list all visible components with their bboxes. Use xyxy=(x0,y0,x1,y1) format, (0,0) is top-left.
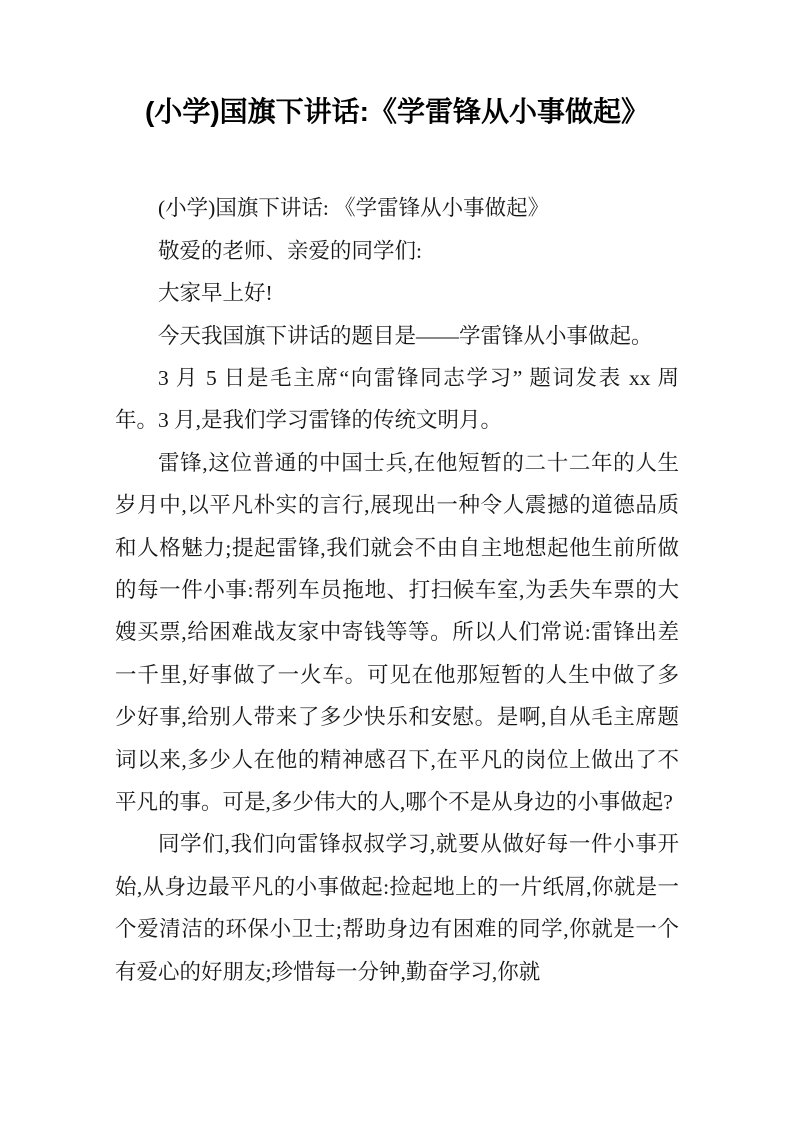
paragraph-title-line: (小学)国旗下讲话:​ 《学雷锋从小事做起》 xyxy=(158,196,550,221)
paragraph-call-to-action: 同学们,我们向雷锋叔叔学习,就要从做好每一件小事开始,从身边最平凡的小事做起:捡起地上的一片纸屑,你就是一个爱清洁的环保小卫士;帮助身边有困难的同学,你就是一个有爱心的好朋友;珍惜每一分钟,勤奋学习,你就 xyxy=(115,832,679,984)
document-body xyxy=(115,187,679,993)
paragraph-greeting: 大家早上好! xyxy=(158,281,273,306)
paragraph-salutation: 敬爱的老师、亲爱的同学们: xyxy=(158,238,422,263)
paragraph-topic: 今天我国旗下讲话的题目是——学雷锋从小事做起。 xyxy=(158,323,653,348)
paragraph-leifeng-story: 雷锋,这位普通的中国士兵,在他短暂的二十二年的人生岁月中,以平凡朴实的言行,展现出一种令人震撼的道德品质和人格魅力;提起雷锋,我们就会不由自主地想起他生前所做的每一件小事:帮列车员拖地、打扫候车室,为丢失车票的大嫂买票,给困难战友家中寄钱等等。所以人们常说:雷锋出差一千里,好事做了一火车。可见在他那短暂的人生中做了多少好事,给别人带来了多少快乐和安慰。是啊,自从毛主席题词以来,多少人在他的精神感召下,在平凡的岗位上做出了不平凡的事。可是,多少伟大的人,哪个不是从身边的小事做起? xyxy=(115,450,679,815)
document-title: (小学)国旗下讲话:《学雷锋从小事做起》 xyxy=(145,96,649,127)
paragraph-anniversary: 3 月 5 日是毛主席“向雷锋同志学习” 题词发表 xx 周年。3 月,是我们学习雷锋的传统文明月。 xyxy=(115,366,679,433)
